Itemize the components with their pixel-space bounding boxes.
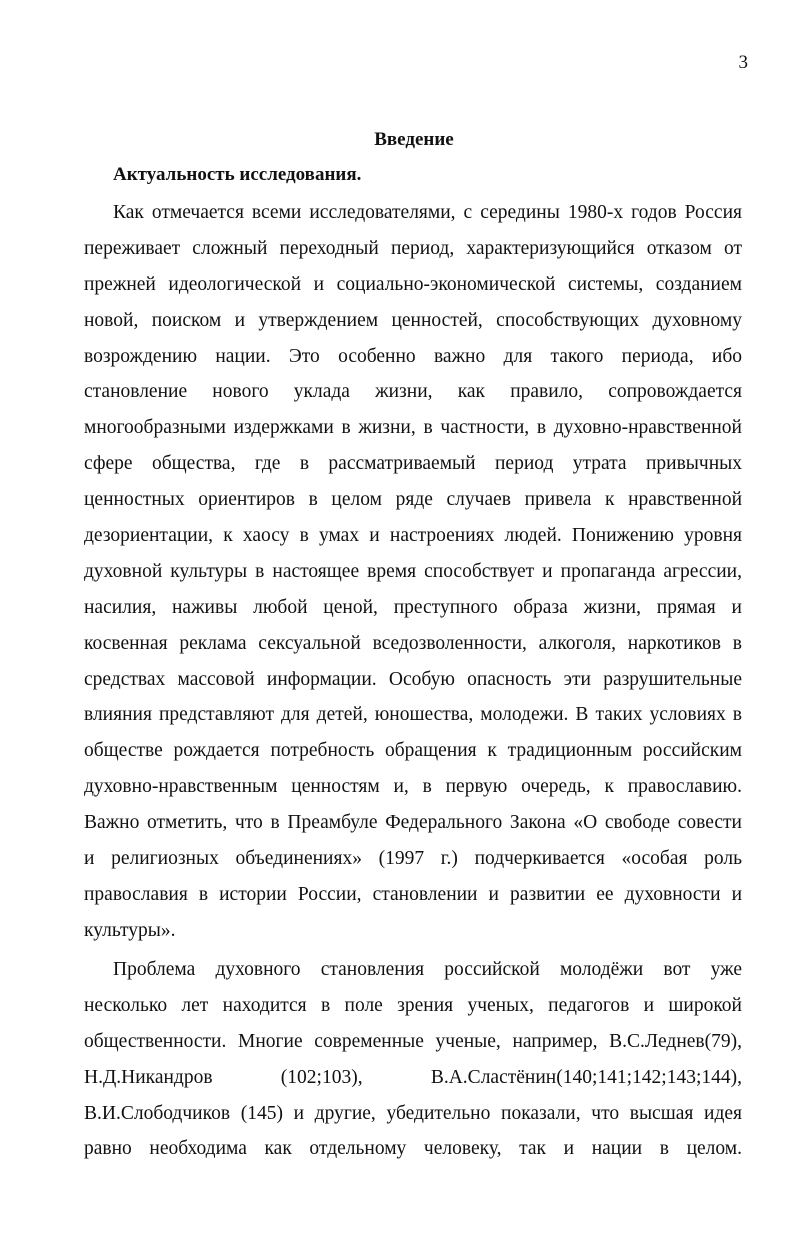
text-line: равно необходима как отдельному человеку, так и нации в целом. [84,1138,742,1160]
text-line: обществе рождается потребность обращения к традиционным российским [84,740,742,762]
text-line: прежней идеологической и социально-экономической системы, созданием [84,273,742,295]
text-line: православия в истории России, становлении и развитии ее духовности и [84,883,742,905]
text-line: Как отмечается всеми исследователями, с середины 1980-х годов Россия [113,202,742,223]
text-line: духовной культуры в настоящее время способствует и пропаганда агрессии, [84,560,742,582]
text-line: и религиозных объединениях» (1997 г.) подчеркивается «особая роль [84,848,742,870]
subsection-heading: Актуальность исследования. [113,164,362,185]
text-line: новой, поиском и утверждением ценностей, способствующих духовному [84,309,742,331]
text-line: возрождению нации. Это особенно важно для такого периода, ибо [84,345,742,367]
text-line: В.И.Слободчиков (145) и другие, убедительно показали, что высшая идея [84,1102,742,1124]
section-heading: Введение [374,129,454,150]
text-line: ценностных ориентиров в целом ряде случаев привела к нравственной [84,489,742,511]
text-line: несколько лет находится в поле зрения ученых, педагогов и широкой [84,994,742,1016]
text-line: духовно-нравственным ценностям и, в первую очередь, к православию. [84,776,742,798]
text-line: становление нового уклада жизни, как правило, сопровождается [84,381,742,403]
page-number: 3 [738,52,748,73]
text-line: влияния представляют для детей, юношества, молодежи. В таких условиях в [84,704,742,726]
text-line: культуры». [84,919,176,941]
paragraph-problem [84,952,742,1167]
text-line: средствах массовой информации. Особую опасность эти разрушительные [84,668,742,690]
text-line: дезориентации, к хаосу в умах и настроениях людей. Понижению уровня [84,525,742,547]
text-line: Н.Д.Никандров (102;103), В.А.Сластёнин(140;141;142;143;144), [84,1066,742,1088]
text-line: косвенная реклама сексуальной вседозволенности, алкоголя, наркотиков в [84,632,742,654]
text-line: общественности. Многие современные ученые, например, В.С.Леднев(79), [84,1030,742,1052]
text-line: многообразными издержками в жизни, в частности, в духовно-нравственной [84,417,742,439]
text-line: насилия, наживы любой ценой, преступного образа жизни, прямая и [84,596,742,618]
paragraph-relevance [84,195,742,949]
text-line: сфере общества, где в рассматриваемый период утрата привычных [84,453,742,475]
text-line: переживает сложный переходный период, характеризующийся отказом от [84,237,742,259]
text-line: Проблема духовного становления российской молодёжи вот уже [113,959,742,980]
text-line: Важно отметить, что в Преамбуле Федерального Закона «О свободе совести [84,812,742,834]
